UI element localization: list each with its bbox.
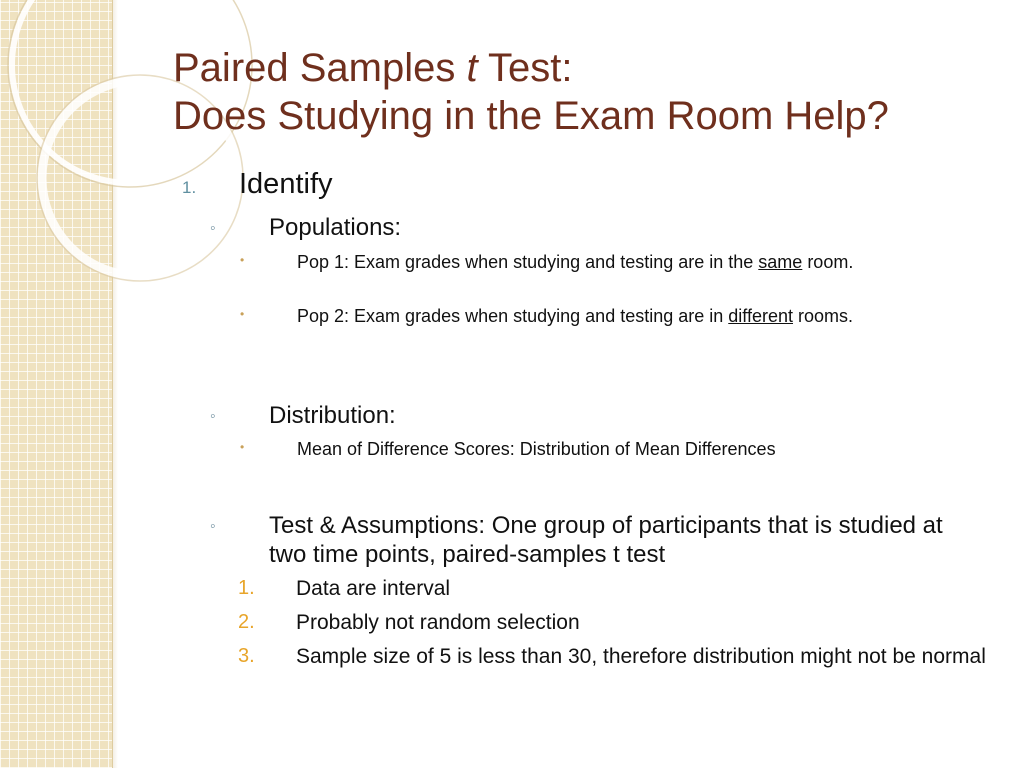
populations-label: Populations: [269,214,402,241]
title-line-2: Does Studying in the Exam Room Help? [173,94,889,138]
populations-bullet: ◦ [210,220,216,237]
distribution-sub-text: Mean of Difference Scores: Distribution of Mean Differences [297,439,776,459]
assumption-number-2: 2. [238,611,255,633]
pop1-text-before: Pop 1: Exam grades when studying and testing are in the [297,252,759,272]
title-text-a: Paired Samples [173,46,467,90]
assumption-number-1: 1. [238,577,255,599]
test-bullet: ◦ [210,518,216,535]
assumption-3-text: Sample size of 5 is less than 30, therefore distribution might not be normal [296,645,986,668]
pop1-text [297,250,947,274]
assumption-1-text: Data are interval [296,577,451,600]
assumption-2-text: Probably not random selection [296,611,580,634]
identify-heading: Identify [239,168,333,200]
pop2-text-before: Pop 2: Exam grades when studying and testing are in [297,306,729,326]
pop2-bullet: • [240,307,245,321]
title-text-b: Test: [477,46,573,90]
title-italic-t: t [466,46,478,90]
pop2-text [297,304,947,328]
pop1-emphasis-same: same [758,252,803,272]
pop2-text-after: rooms. [792,306,853,326]
pop1-text-after: room. [802,252,854,272]
distribution-sub-bullet: • [240,440,245,454]
pop2-emphasis-different: different [728,306,793,326]
distribution-label: Distribution: [269,402,396,429]
outline-number-1: 1. [182,178,197,197]
test-assumptions-text: Test & Assumptions: One group of participants that is studied at two time points, paired-samples t test [269,512,943,568]
assumption-number-3: 3. [238,645,255,667]
pop1-bullet: • [240,253,245,267]
distribution-bullet: ◦ [210,408,216,425]
